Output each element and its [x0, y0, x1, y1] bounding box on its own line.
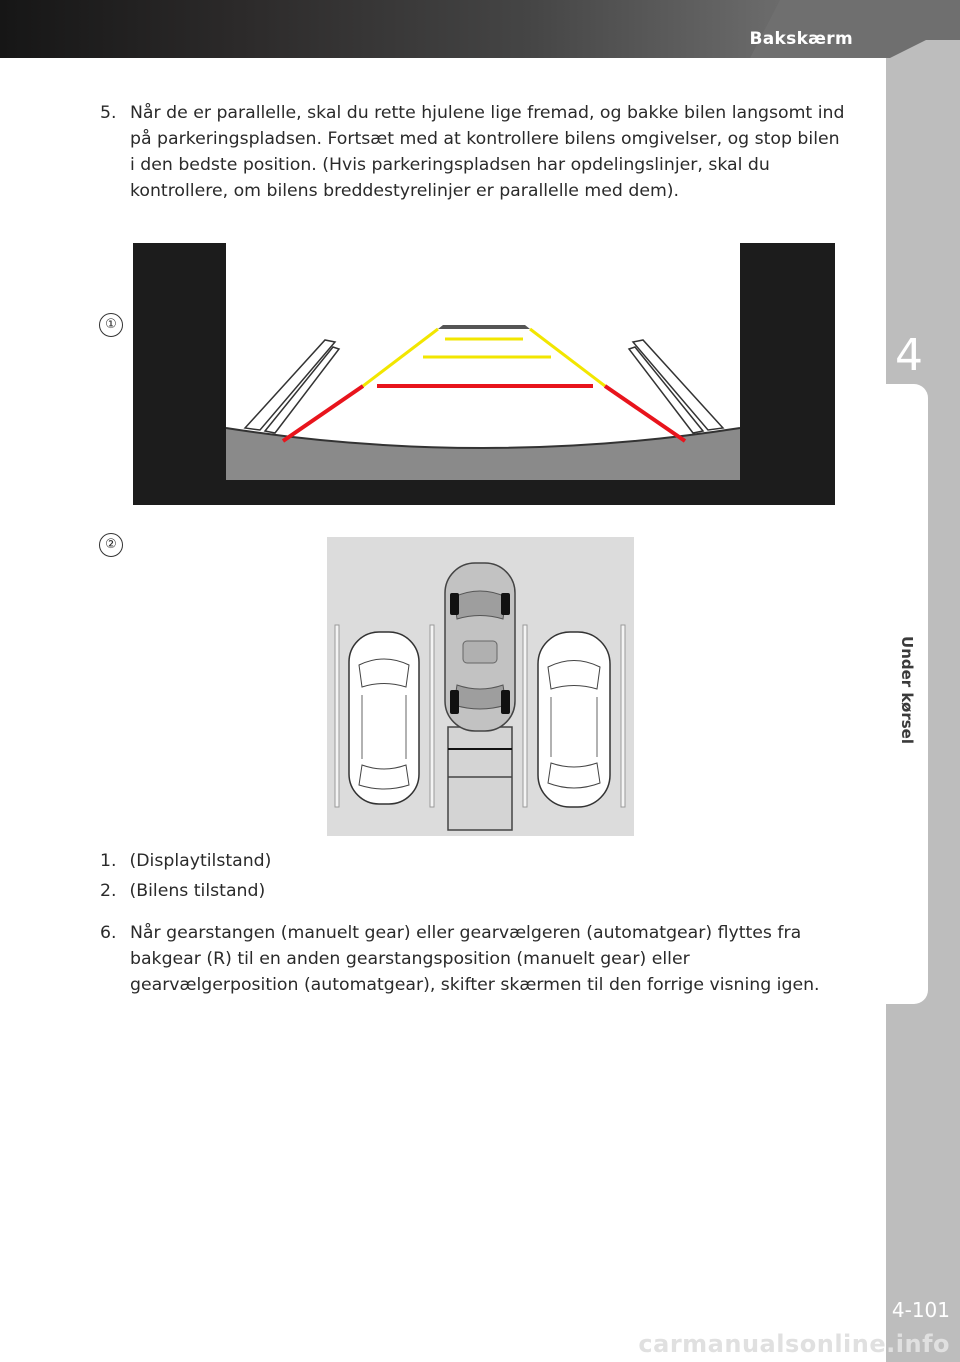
step-6 — [100, 920, 848, 998]
wheel-rear-right — [501, 690, 510, 714]
step-number: 5. — [100, 103, 117, 123]
distant-parking-line — [438, 325, 530, 329]
step-text: Når gearstangen (manuelt gear) eller gearvælgeren (automatgear) flyttes fra bakgear (R) til en anden gearstangsposition (manuelt gear) eller gearvælgerposition (automatgear), skifter skærmen til den forrige visning igen. — [130, 923, 820, 995]
page-number: 4-101 — [891, 1298, 950, 1322]
caption-number: 1. — [100, 851, 117, 871]
step-number: 6. — [100, 923, 117, 943]
figure-marker-2: ② — [99, 533, 123, 557]
parked-car-right — [538, 632, 610, 807]
parking-stripe-2 — [430, 625, 434, 807]
parking-stripe-4 — [621, 625, 625, 807]
watermark: carmanualsonline.info — [638, 1330, 950, 1358]
parked-car-left — [349, 632, 419, 804]
caption-1 — [100, 848, 271, 874]
rear-camera-display-figure — [133, 243, 835, 505]
target-parking-space — [448, 727, 512, 830]
reversing-car — [445, 563, 515, 731]
wheel-front-right — [501, 593, 510, 615]
section-title: Bakskærm — [749, 29, 853, 49]
wheel-rear-left — [450, 690, 459, 714]
wheel-front-left — [450, 593, 459, 615]
parking-stripe-3 — [523, 625, 527, 807]
chapter-number: 4 — [895, 330, 923, 381]
parking-stripe-1 — [335, 625, 339, 807]
caption-number: 2. — [100, 881, 117, 901]
caption-text: (Bilens tilstand) — [129, 881, 266, 901]
caption-2 — [100, 878, 265, 904]
chapter-title: Under kørsel — [898, 636, 916, 744]
caption-text: (Displaytilstand) — [129, 851, 272, 871]
figure-marker-1: ① — [99, 313, 123, 337]
step-5 — [100, 100, 848, 204]
step-text: Når de er parallelle, skal du rette hjulene lige fremad, og bakke bilen langsomt ind på parkeringspladsen. Fortsæt med at kontrollere bilens omgivelser, og stop bilen i den bedste position. (Hvis parkeringspladsen har opdelingslinjer, skal du kontrollere, om bilens breddestyrelinjer er parallelle med dem). — [130, 103, 845, 201]
vehicle-position-figure — [327, 537, 634, 836]
